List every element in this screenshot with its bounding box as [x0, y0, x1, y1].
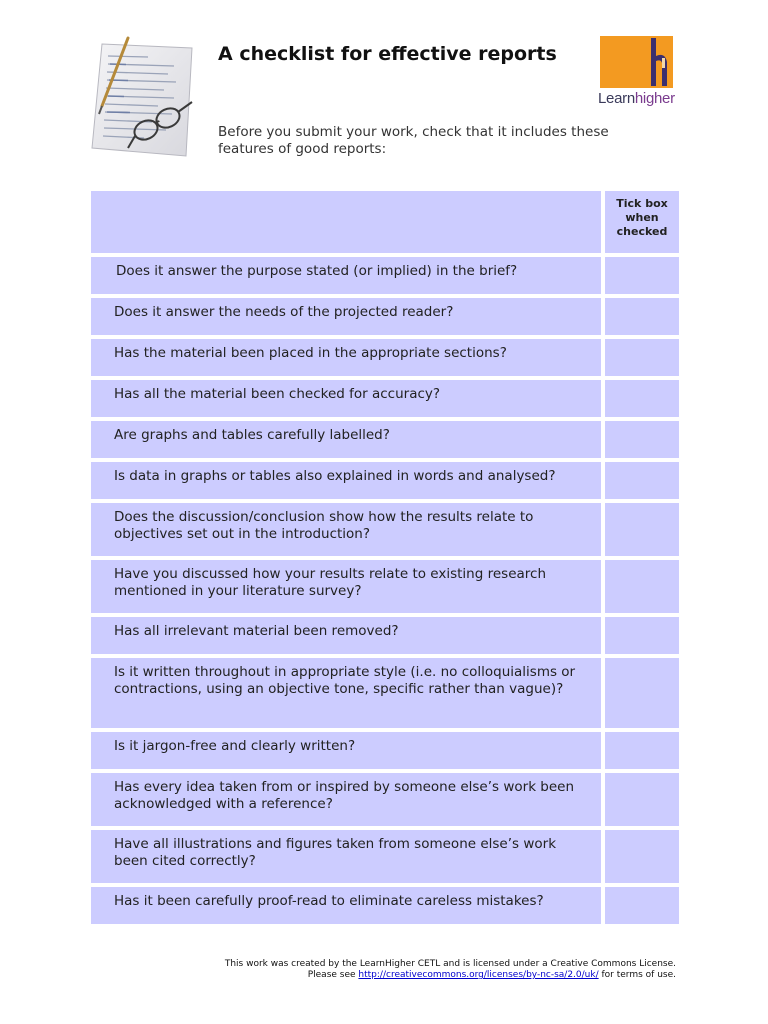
- checklist-row: [91, 298, 679, 335]
- license-prefix: Please see: [307, 970, 359, 980]
- tick-box[interactable]: [605, 560, 679, 613]
- checklist-question: [91, 773, 601, 826]
- checklist-row: [91, 380, 679, 417]
- tick-box[interactable]: [605, 503, 679, 556]
- license-footer: [116, 959, 676, 981]
- tick-box[interactable]: [605, 887, 679, 924]
- question-text: Has all the material been checked for accuracy?: [114, 386, 441, 402]
- question-text: Are graphs and tables carefully labelled?: [114, 427, 390, 443]
- checklist-question: [91, 298, 601, 335]
- question-text: Is data in graphs or tables also explained in words and analysed?: [114, 468, 556, 484]
- tick-box[interactable]: [605, 830, 679, 883]
- question-text: Is it written throughout in appropriate style (i.e. no colloquialisms or contractions, using an objective tone, specific rather than vague)?: [114, 664, 576, 697]
- checklist-table: [91, 191, 679, 928]
- question-text: Has every idea taken from or inspired by someone else’s work been acknowledged with a reference?: [114, 779, 575, 812]
- question-text: Is it jargon-free and clearly written?: [114, 738, 356, 754]
- checklist-question: [91, 887, 601, 924]
- tick-box[interactable]: [605, 339, 679, 376]
- question-text: Has it been carefully proof-read to eliminate careless mistakes?: [114, 893, 544, 909]
- learnhigher-logo: [598, 36, 676, 110]
- question-text: Have all illustrations and figures taken from someone else’s work been cited correctly?: [114, 836, 557, 869]
- tick-box[interactable]: [605, 732, 679, 769]
- checklist-question: [91, 617, 601, 654]
- checklist-row: [91, 257, 679, 294]
- logo-text-learn: Learn: [598, 90, 635, 107]
- checklist-row: [91, 421, 679, 458]
- header-tick-cell: [605, 191, 679, 253]
- question-text: Does it answer the needs of the projected reader?: [114, 304, 454, 320]
- checklist-question: [91, 732, 601, 769]
- checklist-row: [91, 462, 679, 499]
- logo-text: [598, 90, 676, 108]
- checklist-row: [91, 732, 679, 769]
- checklist-row: [91, 339, 679, 376]
- tick-box[interactable]: [605, 257, 679, 294]
- question-text: Does it answer the purpose stated (or implied) in the brief?: [116, 263, 518, 279]
- header-question-cell: [91, 191, 601, 253]
- license-line-1: This work was created by the LearnHigher CETL and is licensed under a Creative Commons License.: [224, 959, 676, 969]
- checklist-question: [91, 503, 601, 556]
- checklist-question: [91, 560, 601, 613]
- question-text: Have you discussed how your results relate to existing research mentioned in your literature survey?: [114, 566, 547, 599]
- logo-h-letter-icon: [649, 36, 671, 88]
- license-link[interactable]: http://creativecommons.org/licenses/by-nc-sa/2.0/uk/: [358, 970, 599, 980]
- tick-box[interactable]: [605, 617, 679, 654]
- checklist-row: [91, 560, 679, 613]
- tick-box[interactable]: [605, 421, 679, 458]
- checklist-row: [91, 830, 679, 883]
- question-text: Has the material been placed in the appropriate sections?: [114, 345, 507, 361]
- checklist-row: [91, 887, 679, 924]
- checklist-question: [91, 257, 601, 294]
- logo-text-higher: higher: [634, 90, 675, 107]
- checklist-question: [91, 462, 601, 499]
- license-line-2: [116, 970, 676, 981]
- checklist-question: [91, 830, 601, 883]
- page-subtitle: Before you submit your work, check that it includes these features of good reports:: [218, 124, 609, 157]
- checklist-row: [91, 503, 679, 556]
- checklist-question: [91, 380, 601, 417]
- checklist-question: [91, 658, 601, 728]
- question-text: Has all irrelevant material been removed?: [114, 623, 399, 639]
- document-with-pen-and-glasses-icon: [88, 36, 200, 160]
- page-title: A checklist for effective reports: [218, 43, 557, 65]
- tick-box[interactable]: [605, 298, 679, 335]
- question-text: Does the discussion/conclusion show how the results relate to objectives set out in the introduction?: [114, 509, 534, 542]
- checklist-row: [91, 658, 679, 728]
- tick-box[interactable]: [605, 462, 679, 499]
- checklist-header-row: [91, 191, 679, 253]
- tick-box-header: Tick box when checked: [616, 197, 668, 238]
- checklist-row: [91, 773, 679, 826]
- checklist-row: [91, 617, 679, 654]
- license-suffix: for terms of use.: [598, 970, 676, 980]
- tick-box[interactable]: [605, 658, 679, 728]
- checklist-question: [91, 339, 601, 376]
- tick-box[interactable]: [605, 773, 679, 826]
- tick-box[interactable]: [605, 380, 679, 417]
- checklist-question: [91, 421, 601, 458]
